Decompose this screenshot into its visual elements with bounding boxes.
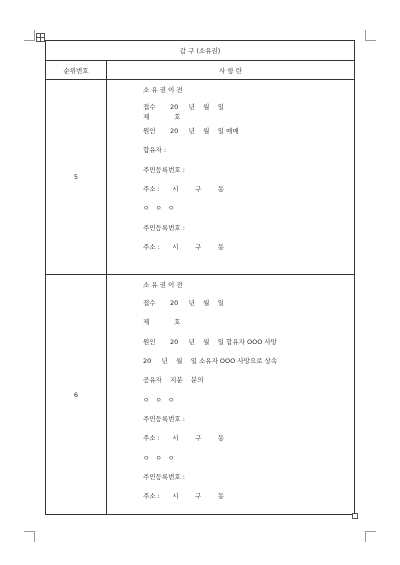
entry-line: ㅇ ㅇ ㅇ [143,453,175,462]
table-resize-handle-icon[interactable] [352,513,358,519]
rank-number: 6 [46,275,107,515]
entry-line: 주민등록번호 : [143,223,185,232]
entry-line: 접수 20 년 월 일 [143,102,224,111]
header-rank-number: 순위번호 [46,61,107,80]
entry-row [46,80,355,275]
entry-line: 주소 : 시 구 동 [143,492,225,501]
entry-line: 소 유 권 이 전 [143,280,183,289]
header-matters: 사 항 란 [107,61,355,80]
entry-line: ㅇ ㅇ ㅇ [143,395,175,404]
entry-line: 주민등록번호 : [143,414,185,423]
register-table [45,40,355,515]
entry-line: 제 호 [143,318,181,327]
entry-line: 원인 20 년 월 일 합유자 OOO 사망 [143,337,277,346]
entry-line: 주소 : 시 구 동 [143,434,225,443]
entry-line: 소 유 권 이 전 [143,85,183,94]
rank-number: 5 [46,80,107,275]
entry-line: 합유자 : [143,146,167,155]
entry-line: 접수 20 년 월 일 [143,299,224,308]
entry-content[interactable] [107,80,355,275]
entry-line: 원인 20 년 월 일 매매 [143,127,239,136]
crop-mark-bottom-left [24,531,35,542]
entry-line: 20 년 월 일 소유자 OOO 사망으로 상속 [143,357,278,366]
entry-line: 주소 : 시 구 동 [143,185,225,194]
crop-mark-bottom-right [365,531,376,542]
entry-row [46,275,355,515]
entry-content[interactable] [107,275,355,515]
entry-line: 주민등록번호 : [143,165,185,174]
section-title: 갑 구 (소유권) [46,41,355,61]
entry-line: 공유자 지분 분의 [143,376,204,385]
entry-line: ㅇ ㅇ ㅇ [143,204,175,213]
entry-line: 제 호 [143,112,181,121]
table-move-handle-icon[interactable] [36,33,45,42]
crop-mark-top-left [24,30,35,41]
crop-mark-top-right [365,30,376,41]
entry-line: 주민등록번호 : [143,472,185,481]
entry-line: 주소 : 시 구 동 [143,242,225,251]
